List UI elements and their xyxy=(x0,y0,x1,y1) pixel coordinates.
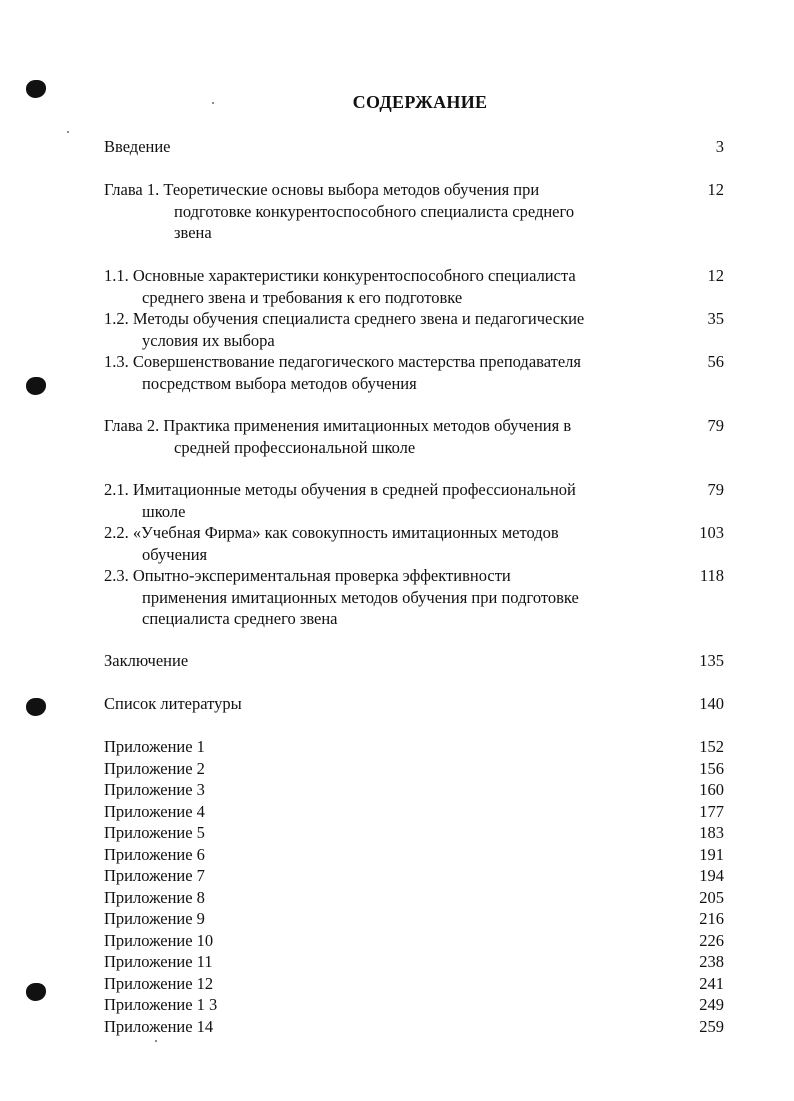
toc-entry-section-2-2 xyxy=(104,522,724,565)
punch-hole xyxy=(26,377,46,395)
toc-entry-text xyxy=(104,415,664,458)
appendix-label: Приложение 3 xyxy=(104,780,205,799)
page-title: СОДЕРЖАНИЕ xyxy=(352,92,488,112)
toc-entry-text xyxy=(104,565,664,630)
toc-page-number: 140 xyxy=(699,694,724,713)
appendix-row xyxy=(104,887,724,909)
toc-line: 2.1. Имитационные методы обучения в средней профессиональной xyxy=(104,480,576,499)
toc-page-number: 238 xyxy=(699,952,724,971)
toc-line: посредством выбора методов обучения xyxy=(142,373,417,393)
toc-page-number: 156 xyxy=(699,758,724,778)
appendix-label: Приложение 1 xyxy=(104,737,205,756)
toc-line: условия их выбора xyxy=(142,330,275,350)
toc-line: среднего звена и требования к его подготовке xyxy=(142,287,463,307)
appendix-row xyxy=(104,758,724,780)
toc-entry-section-1-2 xyxy=(104,308,724,351)
toc-entry-text xyxy=(104,265,664,308)
scan-speck xyxy=(67,131,69,133)
appendix-row xyxy=(104,736,724,758)
appendix-label: Приложение 4 xyxy=(104,801,205,821)
toc-page-number: 12 xyxy=(707,266,724,285)
toc-page-number: 160 xyxy=(699,780,724,799)
toc-entry-text xyxy=(104,479,664,522)
toc-page-number: 12 xyxy=(707,180,724,199)
toc-line: подготовке конкурентоспособного специалиста среднего xyxy=(174,201,575,221)
appendix-label: Приложение 6 xyxy=(104,844,205,864)
toc-entry-section-2-3 xyxy=(104,565,724,630)
appendix-label: Приложение 12 xyxy=(104,973,214,993)
toc-page-number: 205 xyxy=(699,887,724,907)
appendix-label: Приложение 7 xyxy=(104,866,205,885)
toc-page-number: 177 xyxy=(699,801,724,821)
scan-speck xyxy=(155,1040,157,1042)
toc-page-number: 241 xyxy=(699,973,724,993)
toc-entry-text xyxy=(104,179,664,244)
toc-entry-chapter-1 xyxy=(104,179,724,244)
appendix-label: Приложение 1 3 xyxy=(104,995,218,1014)
toc-entry-section-1-3 xyxy=(104,351,724,394)
toc-entry-text: Заключение xyxy=(104,651,189,670)
toc-line: 2.2. «Учебная Фирма» как совокупность имитационных методов xyxy=(104,523,559,542)
toc-page-number: 79 xyxy=(707,416,724,435)
appendix-label: Приложение 5 xyxy=(104,823,205,842)
appendix-label: Приложение 9 xyxy=(104,909,205,928)
toc-line: 1.1. Основные характеристики конкурентоспособного специалиста xyxy=(104,266,576,285)
toc-entry-text: Введение xyxy=(104,137,171,156)
toc-page-number: 194 xyxy=(699,866,724,885)
appendix-label: Приложение 10 xyxy=(104,930,214,950)
toc-line: применения имитационных методов обучения при подготовке xyxy=(142,587,579,607)
toc-page-number: 226 xyxy=(699,930,724,950)
appendix-row xyxy=(104,908,724,930)
appendix-row xyxy=(104,930,724,952)
toc-entry-text xyxy=(104,522,664,565)
toc-line: звена xyxy=(174,223,212,242)
toc-page-number: 216 xyxy=(699,909,724,928)
toc-line: специалиста среднего звена xyxy=(142,609,338,628)
appendix-row xyxy=(104,994,724,1016)
appendix-row xyxy=(104,865,724,887)
toc-line: средней профессиональной школе xyxy=(174,437,416,457)
appendix-label: Приложение 14 xyxy=(104,1016,214,1036)
toc-page-number: 135 xyxy=(699,651,724,670)
toc-entry-text xyxy=(104,308,664,351)
toc-line: Глава 1. Теоретические основы выбора методов обучения при xyxy=(104,180,540,199)
appendix-row xyxy=(104,822,724,844)
toc-entry-text xyxy=(104,351,664,394)
appendix-row xyxy=(104,951,724,973)
toc-page-number: 79 xyxy=(707,480,724,499)
toc-entry-section-1-1 xyxy=(104,265,724,308)
toc-entry-text: Список литературы xyxy=(104,694,242,713)
toc-page-number: 35 xyxy=(707,309,724,328)
toc-entry-conclusion xyxy=(104,650,724,672)
appendix-list xyxy=(104,736,724,1037)
toc-entry-section-2-1 xyxy=(104,479,724,522)
toc-line: школе xyxy=(142,501,186,521)
appendix-label: Приложение 8 xyxy=(104,887,205,907)
toc-line: обучения xyxy=(142,544,208,564)
toc-entry-references xyxy=(104,693,724,715)
appendix-row xyxy=(104,779,724,801)
toc-page-number: 3 xyxy=(715,137,724,156)
toc-line: 1.2. Методы обучения специалиста среднего звена и педагогические xyxy=(104,309,585,328)
toc-line: 2.3. Опытно-экспериментальная проверка эффективности xyxy=(104,566,511,585)
toc-page-number: 249 xyxy=(699,995,724,1014)
toc-entry-intro xyxy=(104,136,724,158)
toc-page-number: 56 xyxy=(707,352,724,371)
appendix-row xyxy=(104,1016,724,1038)
toc-page-number: 103 xyxy=(699,523,724,542)
toc-page-number: 191 xyxy=(699,844,724,864)
appendix-row xyxy=(104,844,724,866)
toc-entry-chapter-2 xyxy=(104,415,724,458)
appendix-row xyxy=(104,973,724,995)
toc-page-number: 118 xyxy=(699,566,724,585)
appendix-row xyxy=(104,801,724,823)
toc-page-number: 152 xyxy=(699,737,724,756)
appendix-label: Приложение 11 xyxy=(104,952,213,971)
toc-page-number: 259 xyxy=(699,1016,724,1036)
appendix-label: Приложение 2 xyxy=(104,758,205,778)
punch-hole xyxy=(26,698,46,716)
toc-line: Глава 2. Практика применения имитационных методов обучения в xyxy=(104,416,572,435)
toc-page-number: 183 xyxy=(699,823,724,842)
punch-hole xyxy=(26,983,46,1001)
toc-line: 1.3. Совершенствование педагогического мастерства преподавателя xyxy=(104,352,581,371)
